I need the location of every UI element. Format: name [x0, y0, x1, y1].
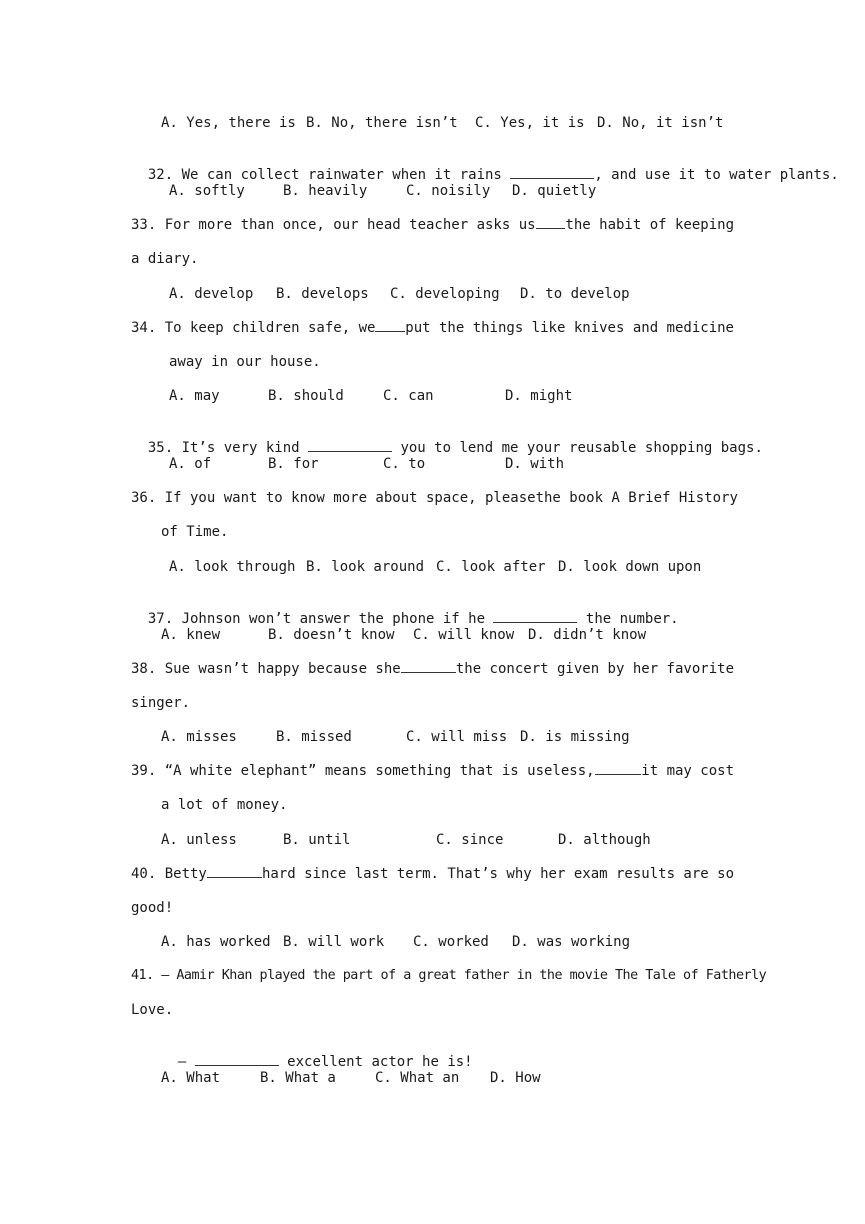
q41-option-a: A. What — [161, 1070, 221, 1086]
q41-reply-dash: — — [177, 1054, 187, 1070]
q37-stem-text-end: the number. — [585, 611, 679, 627]
q40-stem-text-end: hard since last term. That’s why her exam results are so — [261, 866, 734, 882]
q39-stem-continued: a lot of money. — [161, 797, 288, 813]
q33-option-c: C. developing — [390, 286, 500, 302]
q34-option-c: C. can — [383, 388, 434, 404]
q39-option-a: A. unless — [161, 832, 237, 848]
q37-option-b: B. doesn’t know — [268, 627, 395, 643]
q41-blank — [195, 1053, 279, 1066]
q40-stem — [131, 865, 734, 883]
q38-stem-text-end: the concert given by her favorite — [455, 661, 734, 677]
q40-option-d: D. was working — [512, 934, 631, 950]
q32-stem — [131, 148, 839, 184]
q33-stem — [131, 216, 734, 234]
q31-option-b: B. No, there isn’t — [306, 115, 458, 131]
q37-stem-text: 37. Johnson won’t answer the phone if he — [147, 611, 486, 627]
q34-option-a: A. may — [169, 388, 220, 404]
q32-option-d: D. quietly — [512, 183, 597, 199]
q37-blank — [493, 610, 577, 623]
q41-option-d: D. How — [490, 1070, 541, 1086]
q33-stem-text: 33. For more than once, our head teacher asks us — [131, 217, 536, 233]
q37-option-c: C. will know — [413, 627, 515, 643]
q38-option-a: A. misses — [161, 729, 237, 745]
q34-stem-text: 34. To keep children safe, we — [131, 320, 376, 336]
q38-stem-text: 38. Sue wasn’t happy because she — [131, 661, 401, 677]
q41-reply — [161, 1035, 473, 1071]
q41-option-b: B. What a — [260, 1070, 336, 1086]
q36-stem-text-end: the book A Brief History — [535, 490, 738, 506]
q41-stem-text: 41. — Aamir Khan played the part of a great father in the movie The Tale of Fatherly — [131, 968, 767, 983]
q38-option-d: D. is missing — [520, 729, 630, 745]
q36-stem-continued: of Time. — [161, 524, 229, 540]
q41-reply-text: excellent actor he is! — [287, 1054, 473, 1070]
q37-option-a: A. knew — [161, 627, 221, 643]
q34-stem — [131, 319, 734, 337]
q40-stem-continued: good! — [131, 900, 174, 916]
q36-option-c: C. look after — [436, 559, 546, 575]
q32-stem-text: 32. We can collect rainwater when it rains — [147, 167, 502, 183]
q34-option-d: D. might — [505, 388, 573, 404]
q39-stem — [131, 762, 734, 780]
q35-option-a: A. of — [169, 456, 212, 472]
q32-option-c: C. noisily — [406, 183, 491, 199]
q40-option-c: C. worked — [413, 934, 489, 950]
q33-option-b: B. develops — [276, 286, 369, 302]
q40-blank — [207, 865, 262, 878]
q39-stem-text-end: it may cost — [641, 763, 734, 779]
q31-option-a: A. Yes, there is — [161, 115, 296, 131]
q31-option-c: C. Yes, it is — [475, 115, 585, 131]
q35-stem — [131, 421, 763, 457]
q32-option-b: B. heavily — [283, 183, 368, 199]
q36-option-d: D. look down upon — [558, 559, 702, 575]
q32-stem-text-end: , and use it to water plants. — [594, 167, 839, 183]
q39-stem-text: 39. “A white elephant” means something that is useless, — [131, 763, 595, 779]
q35-option-c: C. to — [383, 456, 426, 472]
q40-option-b: B. will work — [283, 934, 385, 950]
q37-stem — [131, 592, 679, 628]
q40-option-a: A. has worked — [161, 934, 271, 950]
q33-stem-continued: a diary. — [131, 251, 199, 267]
q35-option-d: D. with — [505, 456, 565, 472]
q35-stem-text: 35. It’s very kind — [147, 440, 300, 456]
q34-stem-continued: away in our house. — [169, 354, 321, 370]
q36-stem-text: 36. If you want to know more about space, please — [131, 490, 536, 506]
q36-option-b: B. look around — [306, 559, 425, 575]
q39-option-b: B. until — [283, 832, 351, 848]
q41-option-c: C. What an — [375, 1070, 460, 1086]
q34-option-b: B. should — [268, 388, 344, 404]
q35-blank — [308, 439, 392, 452]
q41-stem — [131, 967, 767, 985]
q37-option-d: D. didn’t know — [528, 627, 647, 643]
q39-option-c: C. since — [436, 832, 504, 848]
q31-option-d: D. No, it isn’t — [597, 115, 724, 131]
q38-stem — [131, 660, 734, 678]
q41-stem-continued: Love. — [131, 1002, 174, 1018]
q33-blank — [536, 216, 566, 229]
q33-option-a: A. develop — [169, 286, 254, 302]
q36-option-a: A. look through — [169, 559, 296, 575]
q40-stem-text: 40. Betty — [131, 866, 207, 882]
q34-blank — [375, 319, 405, 332]
q32-option-a: A. softly — [169, 183, 245, 199]
q36-stem — [131, 489, 738, 507]
q39-option-d: D. although — [558, 832, 651, 848]
q38-blank — [401, 660, 456, 673]
q39-blank — [595, 762, 642, 775]
q38-option-c: C. will miss — [406, 729, 508, 745]
q35-option-b: B. for — [268, 456, 319, 472]
q38-stem-continued: singer. — [131, 695, 191, 711]
q33-stem-text-end: the habit of keeping — [565, 217, 734, 233]
q34-stem-text-end: put the things like knives and medicine — [405, 320, 734, 336]
q33-option-d: D. to develop — [520, 286, 630, 302]
q32-blank — [510, 166, 594, 179]
q35-stem-text-end: you to lend me your reusable shopping bags. — [400, 440, 763, 456]
q38-option-b: B. missed — [276, 729, 352, 745]
